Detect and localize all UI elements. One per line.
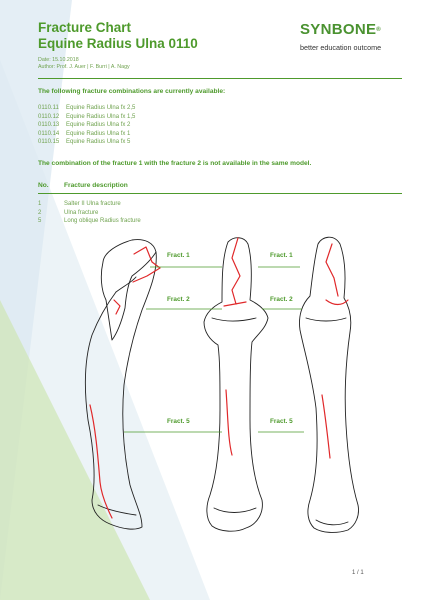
bone-middle-view <box>204 238 268 531</box>
fract1-label-left: Fract. 1 <box>167 252 190 259</box>
fracture-number: 1 <box>38 201 42 207</box>
title-line-2: Equine Radius Ulna 0110 <box>38 36 198 51</box>
fract5-label-left: Fract. 5 <box>167 418 190 425</box>
bone-right-view <box>299 237 358 532</box>
combo-code: 0110.14 <box>38 130 60 137</box>
combo-label: Equine Radius Ulna fx 1,5 <box>66 113 136 120</box>
logo-word: SYNBONE <box>300 21 377 38</box>
combo-code: 0110.15 <box>38 139 60 145</box>
combination-note: The combination of the fracture 1 with the fracture 2 is not available in the same model. <box>38 160 312 167</box>
fracture-lines-left <box>90 247 160 518</box>
fracture-number: 2 <box>38 209 42 216</box>
author-text: Author: Prof. J. Auer | F. Burri | A. Nagy <box>38 64 130 70</box>
fracture-lines-middle <box>224 238 246 455</box>
fract2-label-left: Fract. 2 <box>167 296 190 303</box>
title-line-1: Fracture Chart <box>38 20 132 35</box>
combo-label: Equine Radius Ulna fx 1 <box>66 130 131 137</box>
combo-label: Equine Radius Ulna fx 5 <box>66 139 131 145</box>
fracture-lines-right <box>322 244 348 458</box>
column-header-description: Fracture description <box>64 182 128 189</box>
fracture-description: Ulna fracture <box>64 209 99 216</box>
page-number: 1 / 1 <box>352 570 364 576</box>
fracture-description: Salter II Ulna fracture <box>64 201 121 207</box>
combo-code: 0110.11 <box>38 105 59 111</box>
logo-tagline: better education outcome <box>300 43 382 52</box>
bone-left-view <box>85 240 156 530</box>
fracture-number: 5 <box>38 218 42 224</box>
fracture-description: Long oblique Radius fracture <box>64 218 141 224</box>
combo-label: Equine Radius Ulna fx 2,5 <box>66 105 136 111</box>
column-header-no: No. <box>38 182 49 189</box>
combo-code: 0110.13 <box>38 122 60 128</box>
combo-code: 0110.12 <box>38 113 60 120</box>
date-text: Date: 15.10.2018 <box>38 57 79 63</box>
fract1-label-right: Fract. 1 <box>270 252 293 259</box>
combo-label: Equine Radius Ulna fx 2 <box>66 122 131 128</box>
fract2-label-right: Fract. 2 <box>270 296 293 303</box>
registered-mark: ® <box>376 27 382 33</box>
fract5-label-right: Fract. 5 <box>270 418 293 425</box>
availability-heading: The following fracture combinations are currently available: <box>38 88 226 95</box>
